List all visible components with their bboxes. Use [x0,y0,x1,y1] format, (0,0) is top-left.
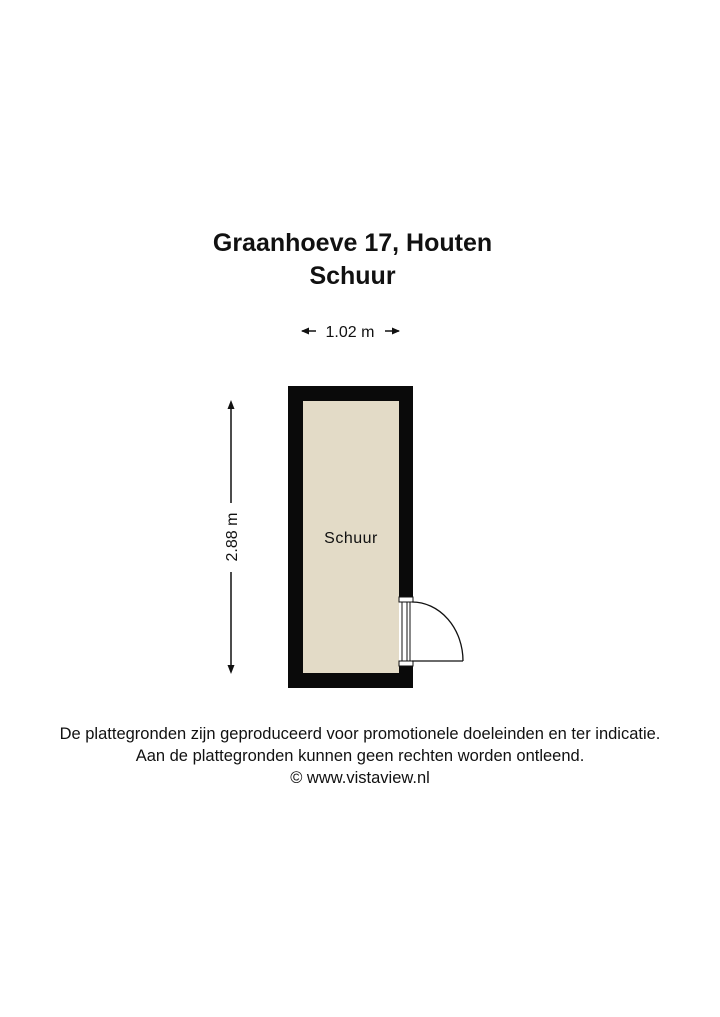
disclaimer-line-1: De plattegronden zijn geproduceerd voor promotionele doeleinden en ter indicatie. [59,725,661,743]
width-dimension-label: 1.02 m [325,324,375,341]
wall-right-upper [399,386,413,597]
wall-right-lower [399,666,413,688]
arrow-right-icon [392,328,400,335]
plan-title: Graanhoeve 17, Houten [212,229,493,257]
height-dimension-label: 2.88 m [224,512,241,562]
arrow-left-icon [301,328,309,335]
room-label: Schuur [324,530,378,547]
wall-left [288,386,303,688]
height-dimension [224,400,241,674]
arrow-up-icon [228,400,235,409]
wall-bottom [288,673,413,688]
door [399,597,463,666]
disclaimer-line-2: Aan de plattegronden kunnen geen rechten worden ontleend. [135,747,585,765]
arrow-down-icon [228,665,235,674]
wall-top [288,386,413,401]
door-jamb-bottom [399,661,413,666]
door-jamb-top [399,597,413,602]
floor-name: Schuur [309,262,396,290]
width-dimension [301,324,400,341]
copyright-link[interactable]: © www.vistaview.nl [290,769,430,787]
door-swing-arc [412,602,463,661]
disclaimer [0,723,720,789]
